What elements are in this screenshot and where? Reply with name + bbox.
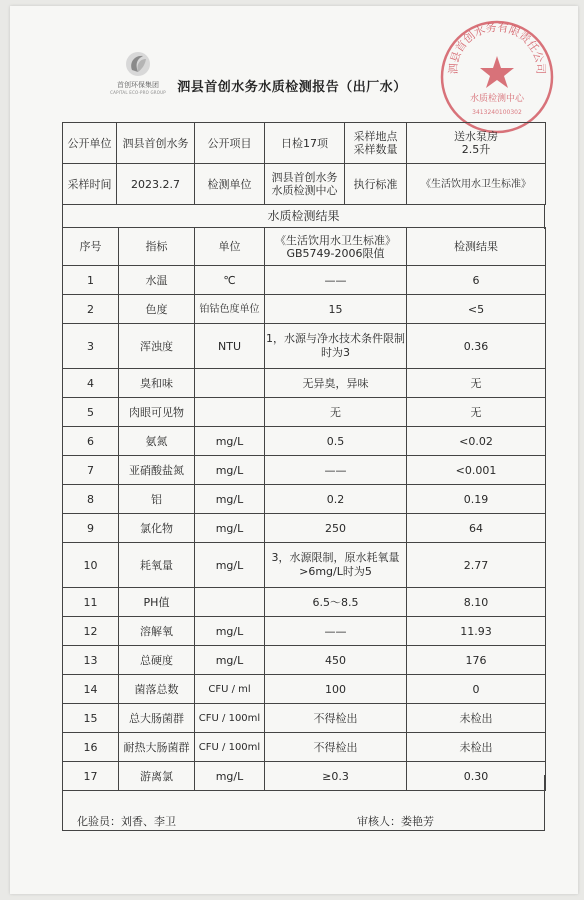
header-no: 序号 (63, 228, 119, 266)
row-limit: 250 (265, 514, 407, 543)
row-indicator: 耐热大肠菌群 (119, 733, 195, 762)
row-number: 13 (63, 646, 119, 675)
row-result: 未检出 (407, 733, 546, 762)
row-result: 0 (407, 675, 546, 704)
row-limit: 6.5～8.5 (265, 588, 407, 617)
report-footer (62, 775, 545, 831)
row-indicator: 氨氮 (119, 427, 195, 456)
row-number: 5 (63, 398, 119, 427)
row-indicator: 氯化物 (119, 514, 195, 543)
row-indicator: 溶解氧 (119, 617, 195, 646)
table-row (63, 485, 546, 514)
disclose-item-value: 日检17项 (265, 123, 345, 164)
row-limit: 不得检出 (265, 733, 407, 762)
row-unit: ℃ (195, 266, 265, 295)
disclose-unit-value: 泗县首创水务 (117, 123, 195, 164)
row-limit: —— (265, 617, 407, 646)
row-result: 0.30 (407, 762, 546, 791)
table-row (63, 427, 546, 456)
table-row (63, 324, 546, 369)
results-table (62, 227, 546, 791)
table-row (63, 646, 546, 675)
row-limit: 无异臭，异味 (265, 369, 407, 398)
row-limit: 450 (265, 646, 407, 675)
row-limit: 15 (265, 295, 407, 324)
row-number: 10 (63, 543, 119, 588)
row-unit: mg/L (195, 456, 265, 485)
row-indicator: 水温 (119, 266, 195, 295)
row-limit: ≥0.3 (265, 762, 407, 791)
row-unit: mg/L (195, 617, 265, 646)
row-number: 4 (63, 369, 119, 398)
table-row (63, 398, 546, 427)
exec-std-value: 《生活饮用水卫生标准》 (407, 164, 546, 205)
row-unit: mg/L (195, 485, 265, 514)
row-result: 11.93 (407, 617, 546, 646)
table-row (63, 675, 546, 704)
row-indicator: 耗氧量 (119, 543, 195, 588)
table-row (63, 733, 546, 762)
row-indicator: 铝 (119, 485, 195, 514)
official-seal (438, 18, 556, 136)
row-number: 11 (63, 588, 119, 617)
disclose-item-label: 公开项目 (195, 123, 265, 164)
test-unit-value-line2: 水质检测中心 (271, 184, 338, 197)
row-unit: mg/L (195, 427, 265, 456)
row-limit: 不得检出 (265, 704, 407, 733)
table-row (63, 295, 546, 324)
seal-org-text: 泗县首创水务有限责任公司 (446, 20, 548, 75)
table-row (63, 369, 546, 398)
row-result: 未检出 (407, 704, 546, 733)
test-unit-value (265, 164, 345, 205)
row-limit: 无 (265, 398, 407, 427)
reviewer-signature: 审核人：娄艳芳 (357, 815, 434, 828)
header-unit: 单位 (195, 228, 265, 266)
table-row (63, 456, 546, 485)
row-result: 8.10 (407, 588, 546, 617)
header-result: 检测结果 (407, 228, 546, 266)
row-result: <0.02 (407, 427, 546, 456)
info-row-1 (63, 123, 546, 164)
table-row (63, 588, 546, 617)
results-title: 水质检测结果 (62, 205, 545, 229)
row-number: 7 (63, 456, 119, 485)
row-unit (195, 398, 265, 427)
header-indicator: 指标 (119, 228, 195, 266)
disclose-unit-label: 公开单位 (63, 123, 117, 164)
row-number: 15 (63, 704, 119, 733)
report-title: 泗县首创水务水质检测报告（出厂水） (177, 80, 407, 95)
row-indicator: 总硬度 (119, 646, 195, 675)
logo-icon (123, 50, 153, 78)
row-unit: mg/L (195, 543, 265, 588)
row-result: 无 (407, 369, 546, 398)
logo-name-en: CAPITAL ECO-PRO GROUP (110, 90, 166, 95)
table-row (63, 266, 546, 295)
seal-star-icon (480, 56, 514, 88)
sample-values (407, 123, 546, 164)
row-result: 0.36 (407, 324, 546, 369)
row-indicator: 色度 (119, 295, 195, 324)
row-unit: CFU / ml (195, 675, 265, 704)
row-limit: 0.5 (265, 427, 407, 456)
row-result: 64 (407, 514, 546, 543)
sample-qty-label: 采样数量 (353, 143, 398, 156)
results-header-row (63, 228, 546, 266)
row-indicator: 臭和味 (119, 369, 195, 398)
sample-time-value: 2023.2.7 (117, 164, 195, 205)
info-table (62, 122, 546, 205)
row-result: 176 (407, 646, 546, 675)
test-unit-label: 检测单位 (195, 164, 265, 205)
row-number: 9 (63, 514, 119, 543)
row-unit: CFU / 100ml (195, 704, 265, 733)
tester-signature: 化验员：刘香、李卫 (77, 815, 176, 828)
sample-place-label: 采样地点 (353, 130, 398, 143)
row-unit: mg/L (195, 762, 265, 791)
row-indicator: 亚硝酸盐氮 (119, 456, 195, 485)
row-result: <5 (407, 295, 546, 324)
row-limit: 1，水源与净水技术条件限制时为3 (265, 324, 407, 369)
row-unit: mg/L (195, 646, 265, 675)
row-number: 3 (63, 324, 119, 369)
row-limit: 100 (265, 675, 407, 704)
row-unit (195, 588, 265, 617)
row-number: 17 (63, 762, 119, 791)
row-indicator: 浑浊度 (119, 324, 195, 369)
table-row (63, 704, 546, 733)
row-number: 12 (63, 617, 119, 646)
table-row (63, 543, 546, 588)
sample-place-value: 送水泵房 (454, 130, 498, 143)
row-unit: CFU / 100ml (195, 733, 265, 762)
row-number: 8 (63, 485, 119, 514)
row-result: 0.19 (407, 485, 546, 514)
row-result: 6 (407, 266, 546, 295)
row-indicator: 菌落总数 (119, 675, 195, 704)
row-unit: mg/L (195, 514, 265, 543)
test-unit-value-line1: 泗县首创水务 (271, 171, 338, 184)
row-limit: 3，水源限制，原水耗氧量>6mg/L时为5 (265, 543, 407, 588)
sample-qty-value: 2.5升 (461, 143, 491, 156)
header-standard-line1: 《生活饮用水卫生标准》 (275, 233, 396, 247)
row-indicator: 游离氯 (119, 762, 195, 791)
row-number: 14 (63, 675, 119, 704)
row-indicator: PH值 (119, 588, 195, 617)
sample-time-label: 采样时间 (63, 164, 117, 205)
row-indicator: 肉眼可见物 (119, 398, 195, 427)
row-limit: 0.2 (265, 485, 407, 514)
row-number: 6 (63, 427, 119, 456)
row-limit: —— (265, 456, 407, 485)
info-row-2 (63, 164, 546, 205)
row-number: 1 (63, 266, 119, 295)
row-result: 无 (407, 398, 546, 427)
exec-std-label: 执行标准 (345, 164, 407, 205)
row-unit (195, 369, 265, 398)
header-standard (265, 228, 407, 266)
sample-labels (345, 123, 407, 164)
row-result: <0.001 (407, 456, 546, 485)
seal-dept-text: 水质检测中心 (469, 94, 525, 104)
header-standard-line2: GB5749-2006限值 (286, 246, 385, 260)
seal-code-text: 3413240100302 (472, 109, 522, 116)
row-unit: 铂钴色度单位 (195, 295, 265, 324)
row-indicator: 总大肠菌群 (119, 704, 195, 733)
row-number: 2 (63, 295, 119, 324)
row-limit: —— (265, 266, 407, 295)
row-result: 2.77 (407, 543, 546, 588)
logo-name-cn: 首创环保集团 (117, 81, 159, 89)
row-unit: NTU (195, 324, 265, 369)
row-number: 16 (63, 733, 119, 762)
results-body (63, 266, 546, 791)
table-row (63, 514, 546, 543)
table-row (63, 617, 546, 646)
